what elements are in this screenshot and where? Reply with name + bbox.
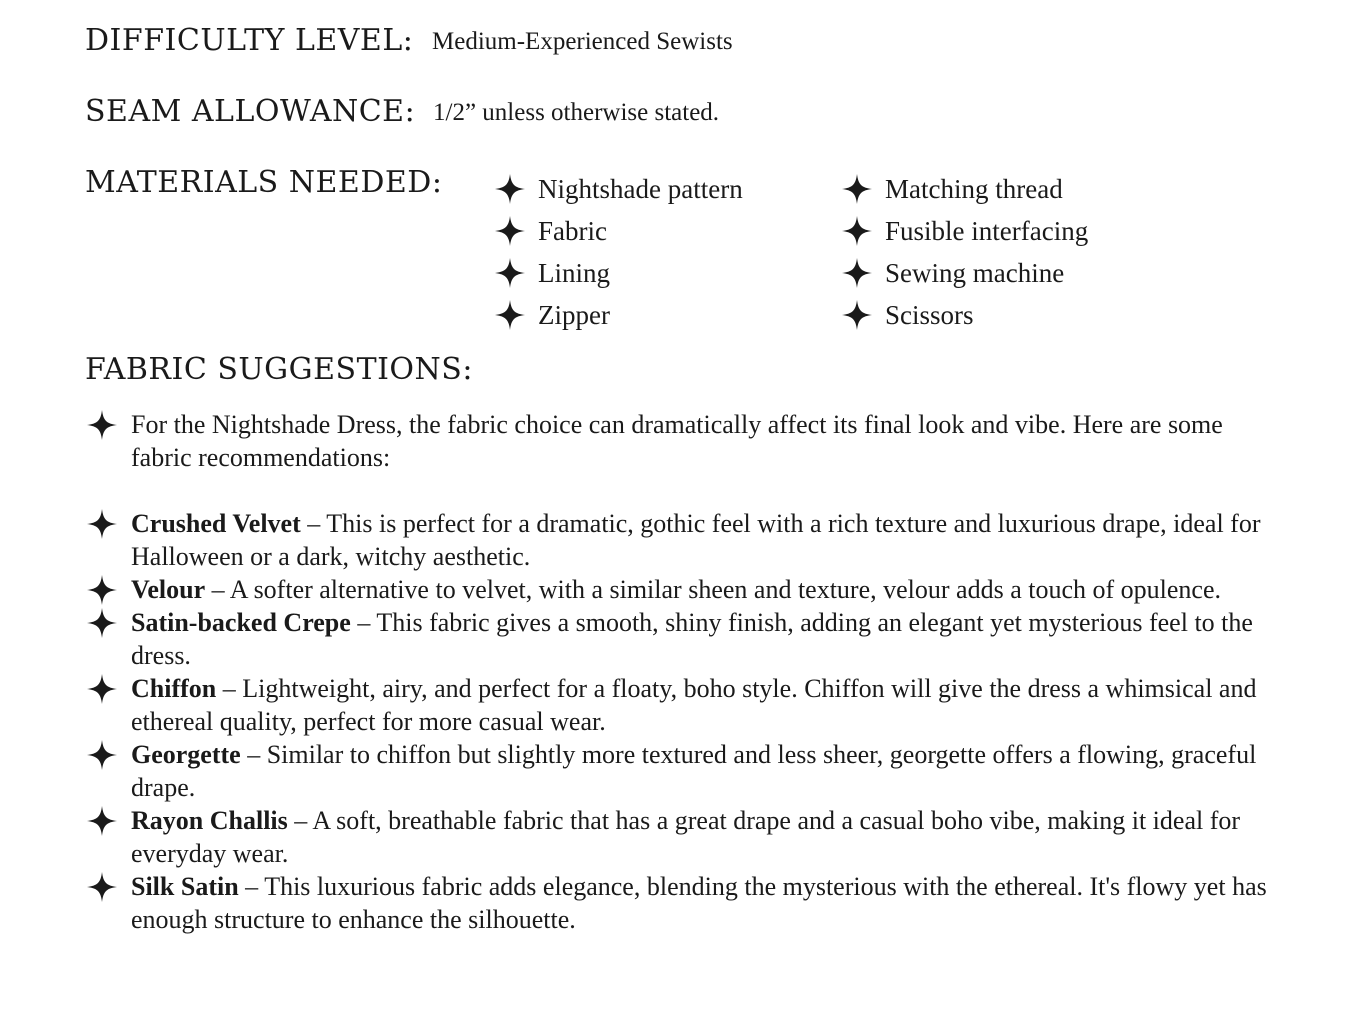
- material-item: [841, 210, 1088, 252]
- fabric-description: – Similar to chiffon but slightly more textured and less sheer, georgette offers a flowing, graceful drape.: [131, 740, 1257, 802]
- difficulty-label: DIFFICULTY LEVEL:: [85, 23, 414, 58]
- four-point-star-icon: [86, 871, 118, 903]
- four-point-star-icon: [494, 215, 526, 247]
- fabric-name: Georgette: [131, 740, 241, 769]
- fabric-description: – This fabric gives a smooth, shiny finish, adding an elegant yet mysterious feel to the dress.: [131, 608, 1253, 670]
- fabric-description: – This luxurious fabric adds elegance, blending the mysterious with the ethereal. It's flowy yet has enough structure to enhance the silhouette.: [131, 872, 1267, 934]
- four-point-star-icon: [86, 673, 118, 705]
- material-item: [841, 252, 1088, 294]
- fabric-item: [86, 738, 1276, 804]
- fabric-description: – Lightweight, airy, and perfect for a floaty, boho style. Chiffon will give the dress a whimsical and ethereal quality, perfect for more casual wear.: [131, 674, 1257, 736]
- fabric-name: Rayon Challis: [131, 806, 288, 835]
- four-point-star-icon: [841, 299, 873, 331]
- four-point-star-icon: [841, 215, 873, 247]
- material-text: Matching thread: [885, 173, 1063, 204]
- fabric-description: – A softer alternative to velvet, with a similar sheen and texture, velour adds a touch of opulence.: [205, 575, 1222, 604]
- fabric-name: Chiffon: [131, 674, 217, 703]
- fabric-description: – A soft, breathable fabric that has a great drape and a casual boho vibe, making it ideal for everyday wear.: [131, 806, 1241, 868]
- material-text: Zipper: [538, 299, 610, 330]
- material-item: [494, 168, 743, 210]
- fabric-name: Velour: [131, 575, 206, 604]
- material-text: Fabric: [538, 215, 607, 246]
- four-point-star-icon: [494, 299, 526, 331]
- material-item: [494, 210, 743, 252]
- difficulty-value: Medium-Experienced Sewists: [432, 28, 733, 55]
- fabric-name: Silk Satin: [131, 872, 239, 901]
- four-point-star-icon: [494, 173, 526, 205]
- four-point-star-icon: [494, 257, 526, 289]
- four-point-star-icon: [841, 257, 873, 289]
- fabric-name: Crushed Velvet: [131, 509, 301, 538]
- material-text: Scissors: [885, 299, 974, 330]
- fabric-suggestions-label: FABRIC SUGGESTIONS:: [85, 352, 473, 387]
- fabric-item: [86, 573, 1276, 606]
- material-text: Nightshade pattern: [538, 173, 743, 204]
- materials-column-2: [841, 168, 1088, 336]
- four-point-star-icon: [86, 574, 118, 606]
- four-point-star-icon: [86, 409, 118, 441]
- fabric-description: – This is perfect for a dramatic, gothic feel with a rich texture and luxurious drape, ideal for Halloween or a dark, witchy aesthetic.: [131, 509, 1261, 571]
- fabric-name: Satin-backed Crepe: [131, 608, 351, 637]
- fabric-item: [86, 804, 1276, 870]
- fabric-intro-text: For the Nightshade Dress, the fabric choice can dramatically affect its final look and vibe. Here are some fabric recommendations:: [131, 410, 1223, 472]
- material-item: [494, 294, 743, 336]
- fabric-item: [86, 606, 1276, 672]
- seam-allowance-label: SEAM ALLOWANCE:: [85, 94, 416, 129]
- fabric-suggestions-list: [86, 408, 1276, 936]
- four-point-star-icon: [841, 173, 873, 205]
- material-text: Lining: [538, 257, 610, 288]
- fabric-item: [86, 672, 1276, 738]
- fabric-intro: [86, 408, 1276, 474]
- four-point-star-icon: [86, 805, 118, 837]
- seam-allowance-value: 1/2” unless otherwise stated.: [433, 99, 720, 126]
- materials-label: MATERIALS NEEDED:: [85, 165, 443, 200]
- four-point-star-icon: [86, 739, 118, 771]
- material-item: [841, 294, 1088, 336]
- fabric-item: [86, 507, 1276, 573]
- material-item: [494, 252, 743, 294]
- four-point-star-icon: [86, 607, 118, 639]
- material-text: Fusible interfacing: [885, 215, 1089, 246]
- fabric-item: [86, 870, 1276, 936]
- material-item: [841, 168, 1088, 210]
- material-text: Sewing machine: [885, 257, 1065, 288]
- four-point-star-icon: [86, 508, 118, 540]
- materials-column-1: [494, 168, 743, 336]
